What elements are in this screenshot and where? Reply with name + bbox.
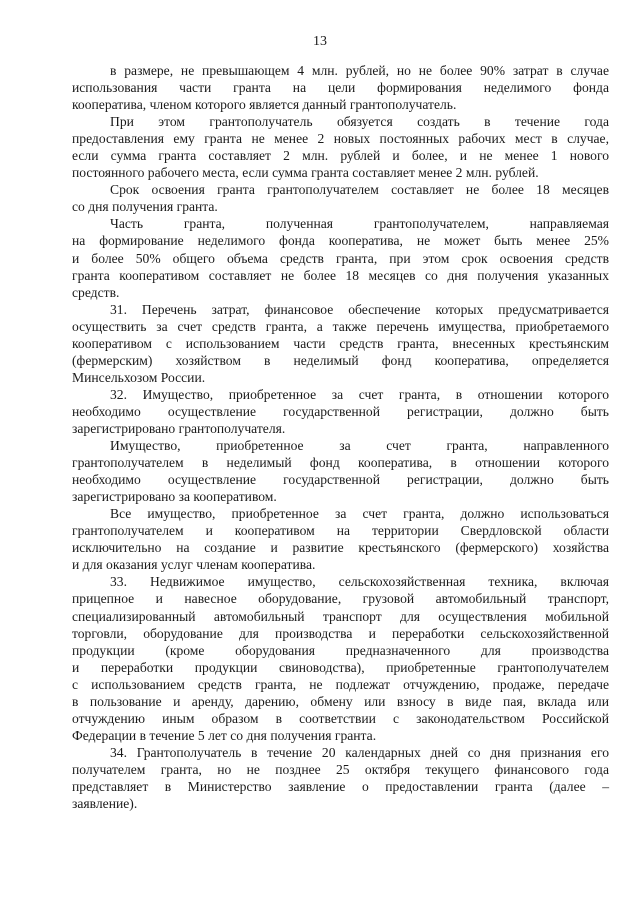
document-body	[72, 62, 609, 812]
text-line: кооператива, членом которого является данный грантополучатель.	[72, 97, 457, 113]
text-line: если сумма гранта составляет 2 млн. рублей и более, и не менее 1 нового	[72, 148, 609, 164]
text-line: 32. Имущество, приобретенное за счет гранта, в отношении которого	[110, 386, 609, 402]
text-line: отчуждению иным образом в соответствии с законодательством Российской	[72, 710, 609, 726]
text-line: кооперативом с использованием части средств гранта, внесенных крестьянским	[72, 335, 609, 351]
text-line: со дня получения гранта.	[72, 199, 218, 215]
text-line: предоставления ему гранта не менее 2 новых постоянных рабочих мест в случае,	[72, 131, 609, 147]
text-line: грантополучателем и кооперативом на территории Свердловской области	[72, 523, 609, 539]
text-line: При этом грантополучатель обязуется создать в течение года	[110, 114, 609, 130]
text-line: постоянного рабочего места, если сумма гранта составляет менее 2 млн. рублей.	[72, 165, 539, 181]
text-line: на формирование неделимого фонда кооператива, не может быть менее 25%	[72, 233, 609, 249]
text-line: гранта кооперативом составляет не более 18 месяцев со дня получения указанных	[72, 267, 609, 283]
text-line: зарегистрировано грантополучателя.	[72, 420, 286, 436]
text-line: и более 50% общего объема средств гранта, при этом срок освоения средств	[72, 250, 609, 266]
text-line: получателем гранта, но не позднее 25 октября текущего финансового года	[72, 761, 609, 777]
text-line: в размере, не превышающем 4 млн. рублей, но не более 90% затрат в случае	[110, 63, 609, 78]
text-line: Имущество, приобретенное за счет гранта, направленного	[110, 438, 609, 454]
text-line: Федерации в течение 5 лет со дня получения гранта.	[72, 727, 377, 743]
text-line: Минсельхозом России.	[72, 369, 206, 385]
text-line: средств.	[72, 284, 120, 300]
text-line: с использованием средств гранта, не подлежат отчуждению, продаже, передаче	[72, 676, 609, 692]
text-line: торговли, оборудование для производства и переработки сельскохозяйственной	[72, 625, 609, 641]
text-line: Часть гранта, полученная грантополучателем, направляемая	[110, 216, 609, 232]
text-line: специализированный автомобильный транспорт для осуществления мобильной	[72, 608, 609, 624]
text-line: продукции (кроме оборудования предназначенного для производства	[72, 642, 609, 658]
text-line: грантополучателем в неделимый фонд кооператива, в отношении которого	[72, 455, 609, 471]
text-line: 34. Грантополучатель в течение 20 календарных дней со дня признания его	[110, 744, 609, 760]
page-number: 13	[313, 34, 327, 49]
text-line: 31. Перечень затрат, финансовое обеспечение которых предусматривается	[110, 301, 609, 317]
text-line: исключительно на создание и развитие крестьянского (фермерского) хозяйства	[72, 540, 609, 556]
text-line: (фермерским) хозяйством в неделимый фонд кооператива, определяется	[72, 352, 609, 368]
text-line: Срок освоения гранта грантополучателем составляет не более 18 месяцев	[110, 182, 609, 198]
text-line: Все имущество, приобретенное за счет гранта, должно использоваться	[110, 506, 609, 522]
text-line: необходимо осуществление государственной регистрации, должно быть	[72, 472, 609, 488]
text-line: представляет в Министерство заявление о предоставлении гранта (далее –	[72, 778, 609, 794]
text-line: и для оказания услуг членам кооператива.	[72, 557, 316, 573]
text-line: в пользование и аренду, дарению, обмену или взносу в виде пая, вклада или	[72, 693, 609, 709]
text-line: использования части гранта на цели формирования неделимого фонда	[72, 80, 609, 96]
text-line: и переработки продукции свиноводства), приобретенные грантополучателем	[72, 659, 609, 675]
text-line: прицепное и навесное оборудование, грузовой автомобильный транспорт,	[72, 591, 609, 607]
text-line: заявление).	[72, 796, 138, 812]
text-line: зарегистрировано за кооперативом.	[72, 489, 277, 505]
text-line: осуществить за счет средств гранта, а также перечень имущества, приобретаемого	[72, 318, 609, 334]
text-line: необходимо осуществление государственной регистрации, должно быть	[72, 403, 609, 419]
text-line: 33. Недвижимое имущество, сельскохозяйственная техника, включая	[110, 574, 609, 590]
